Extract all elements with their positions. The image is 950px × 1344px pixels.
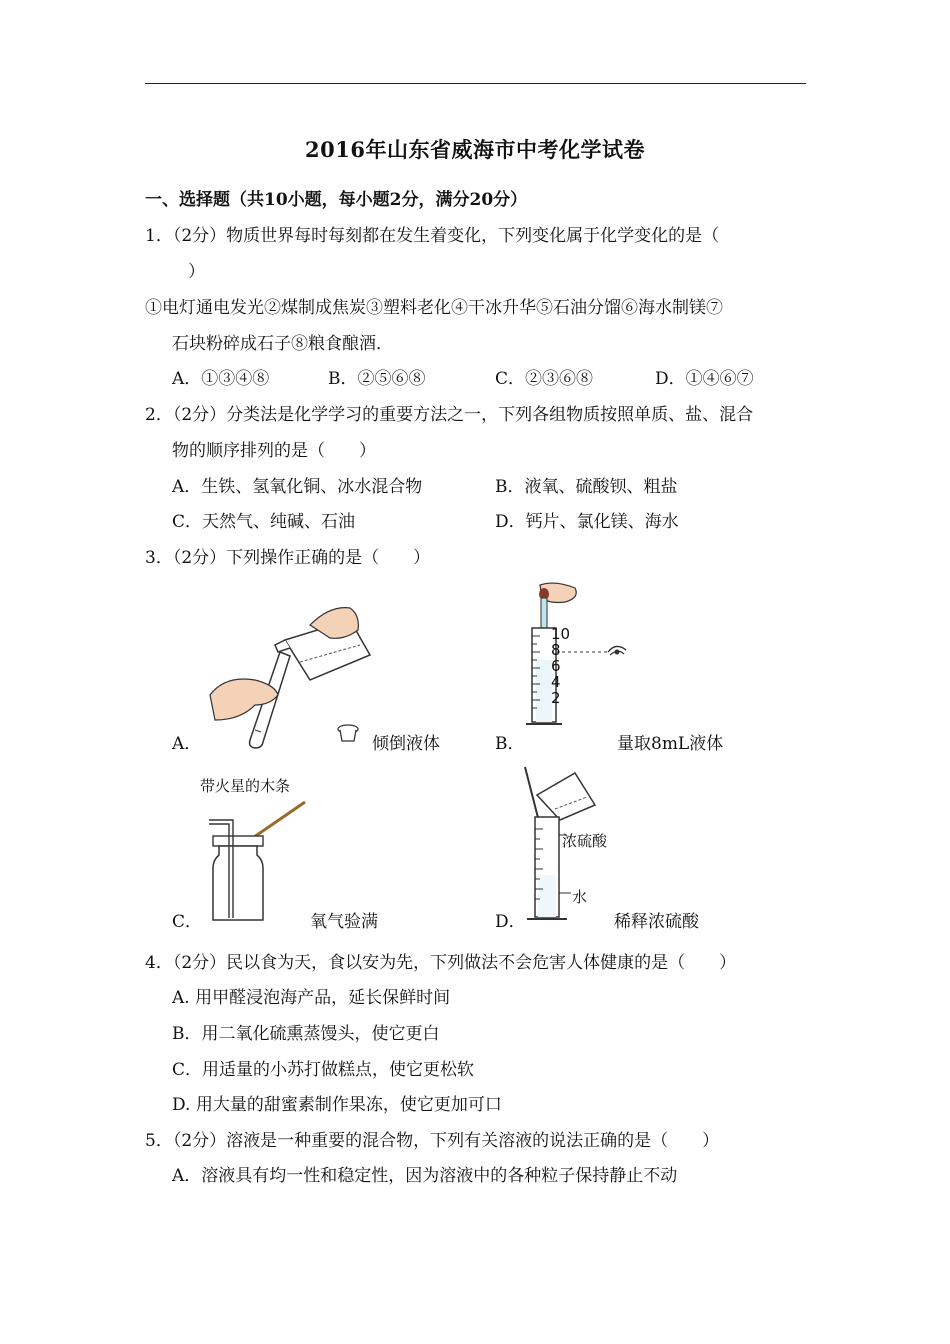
question-2-option-d: D．钙片、氯化镁、海水 [495, 512, 679, 532]
cylinder-mark: 6 [551, 657, 561, 675]
question-1-option-c: C．②③⑥⑧ [495, 369, 594, 389]
question-4-option-d: D. 用大量的甜蜜素制作果冻，使它更加可口 [172, 1095, 502, 1115]
question-4-option-b: B．用二氧化硫熏蒸馒头，使它更白 [172, 1024, 440, 1044]
question-1-items-cont: 石块粉碎成石子⑧粮食酿酒． [172, 334, 393, 354]
question-3-stem: 3．（2分）下列操作正确的是（ ） [145, 548, 431, 568]
question-3-option-a-letter: A． [172, 734, 202, 754]
cylinder-mark: 2 [551, 689, 561, 707]
question-1-option-b: B．②⑤⑥⑧ [328, 369, 426, 389]
figure-gas-bottle [205, 800, 315, 925]
figure-d-label-acid: 浓硫酸 [562, 832, 608, 850]
question-5-stem: 5．（2分）溶液是一种重要的混合物，下列有关溶液的说法正确的是（ ） [145, 1131, 720, 1151]
question-4-stem: 4．（2分）民以食为天，食以安为先，下列做法不会危害人体健康的是（ ） [145, 953, 737, 973]
page-title: 2016年山东省威海市中考化学试卷 [305, 137, 645, 162]
question-3-option-b-caption: 量取8mL液体 [617, 734, 724, 754]
cylinder-mark: 10 [551, 625, 571, 643]
question-3-option-c-letter: C． [172, 912, 203, 932]
cylinder-mark: 4 [551, 673, 561, 691]
question-1-items: ①电灯通电发光②煤制成焦炭③塑料老化④干冰升华⑤石油分馏⑥海水制镁⑦ [145, 298, 723, 318]
cylinder-mark: 8 [551, 641, 561, 659]
question-1-option-d: D．①④⑥⑦ [655, 369, 754, 389]
question-2-option-a: A．生铁、氢氧化铜、冰水混合物 [172, 477, 423, 497]
question-2-stem: 2．（2分）分类法是化学学习的重要方法之一，下列各组物质按照单质、盐、混合 [145, 405, 754, 425]
question-2-stem-cont: 物的顺序排列的是（ ） [172, 441, 376, 461]
figure-c-label: 带火星的木条 [200, 777, 291, 795]
question-2-option-b: B．液氧、硫酸钡、粗盐 [495, 477, 678, 497]
question-1-stem: 1．（2分）物质世界每时每刻都在发生着变化，下列变化属于化学变化的是（ [145, 226, 720, 246]
figure-d-label-water: 水 [572, 888, 588, 906]
question-3-option-d-caption: 稀释浓硫酸 [614, 912, 699, 932]
question-5-option-a: A．溶液具有均一性和稳定性，因为溶液中的各种粒子保持静止不动 [172, 1166, 678, 1186]
cylinder-scale [551, 626, 570, 706]
question-2-option-c: C．天然气、纯碱、石油 [172, 512, 356, 532]
question-3-option-a-caption: 倾倒液体 [372, 734, 440, 754]
question-3-option-b-letter: B． [495, 734, 525, 754]
question-1-stem-cont: ） [188, 262, 205, 282]
question-3-option-c-caption: 氧气验满 [310, 912, 378, 932]
stopper-icon [336, 724, 360, 744]
question-3-option-d-letter: D． [495, 912, 526, 932]
question-4-option-c: C．用适量的小苏打做糕点，使它更松软 [172, 1060, 475, 1080]
question-1-option-a: A．①③④⑧ [172, 369, 270, 389]
header-rule [145, 83, 806, 84]
section-heading: 一、选择题（共10小题，每小题2分，满分20分） [145, 190, 528, 210]
question-4-option-a: A. 用甲醛浸泡海产品，延长保鲜时间 [172, 988, 451, 1008]
figure-graduated-cylinder [520, 580, 660, 730]
